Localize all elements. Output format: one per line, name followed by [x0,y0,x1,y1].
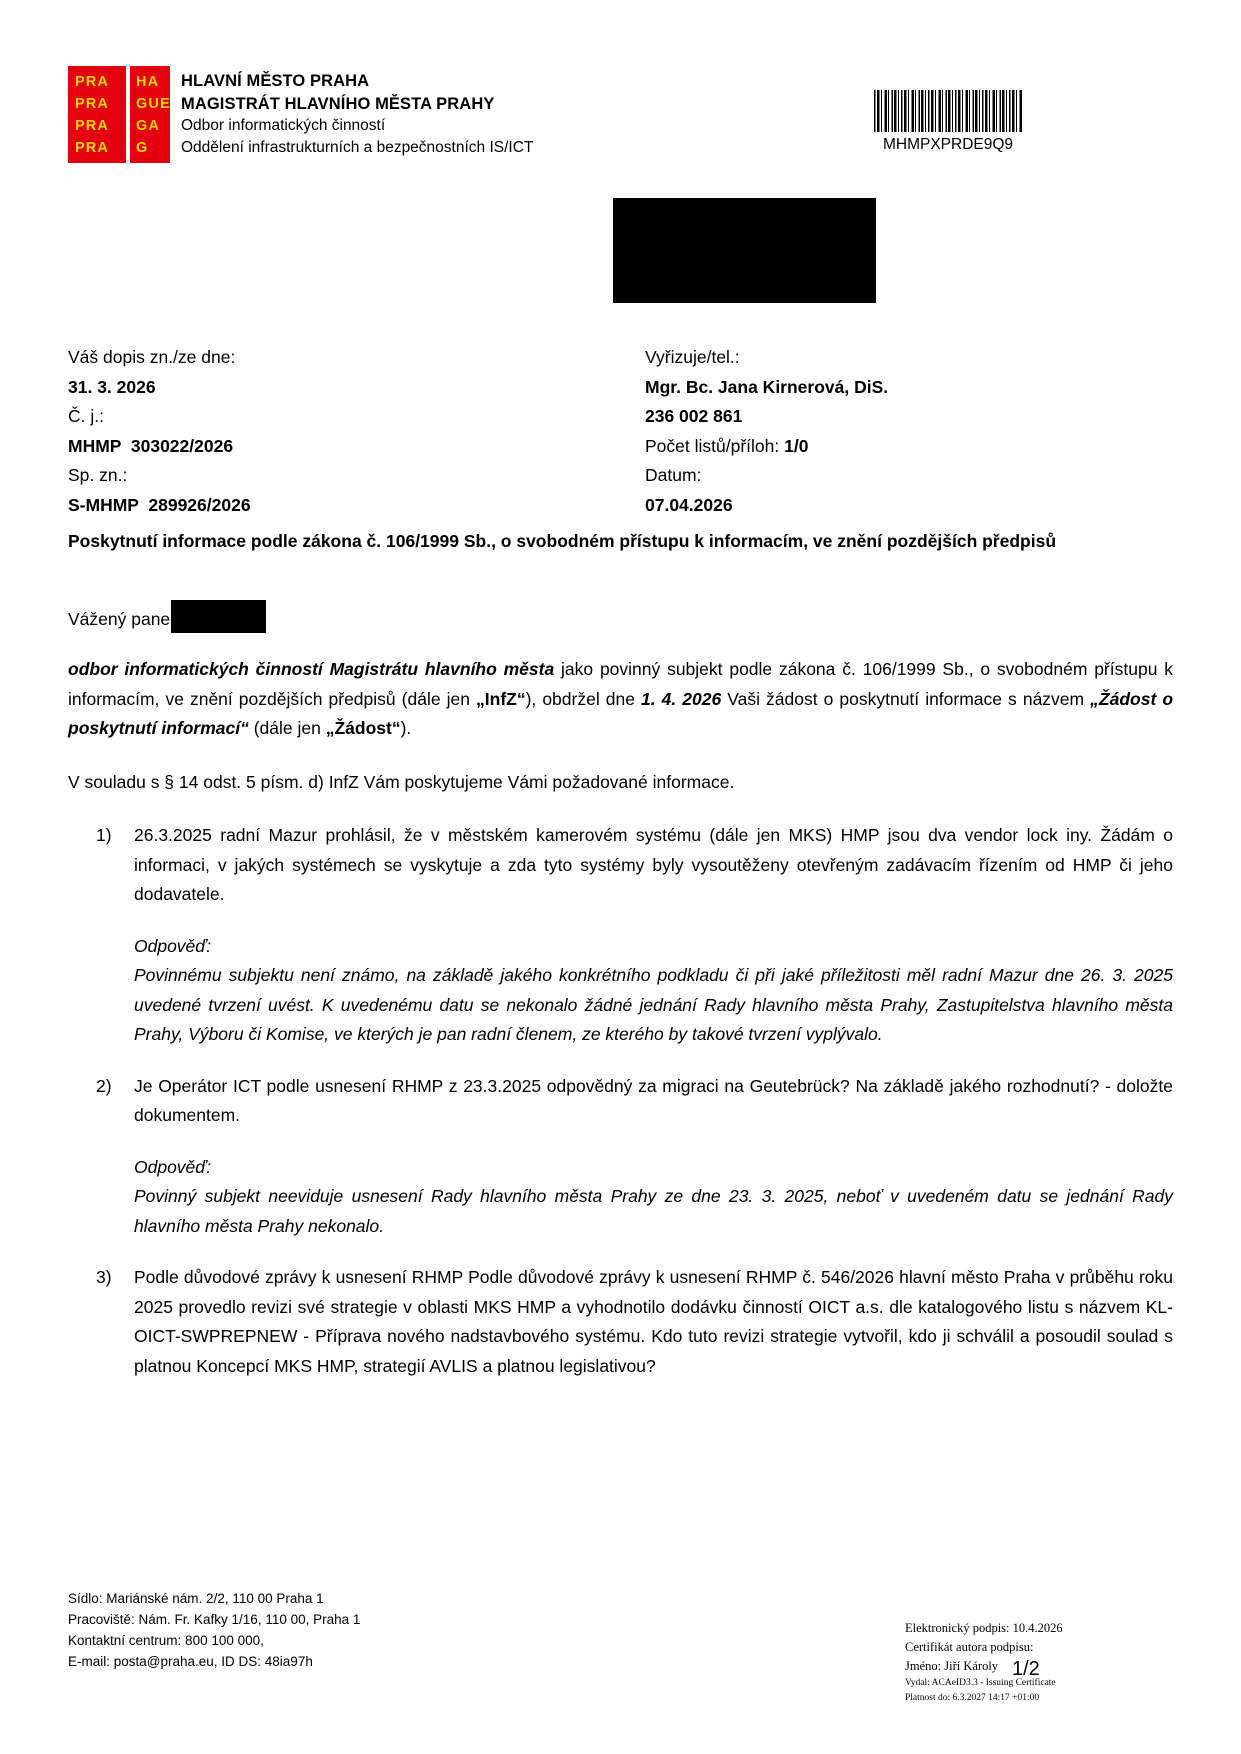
question-text-2: Je Operátor ICT podle usnesení RHMP z 23.3.2025 odpovědný za migraci na Geutebrück? Na základě jakého rozhodnutí? - doložte dokumentem. [134,1075,1173,1125]
document-footer [68,1588,360,1672]
footer-email-databox: E-mail: posta@praha.eu, ID DS: 48ia97h [68,1654,313,1669]
file-number-value: MHMP 303022/2026 [68,435,234,456]
document-body [68,655,1173,1403]
question-answer-list [68,821,1173,1381]
your-ref-value: 31. 3. 2026 [68,376,156,397]
intro-request-title: „Žádost o poskytnutí informací“ [68,688,1174,738]
signature-certificate-label: Certifikát autora podpisu: [905,1640,1034,1654]
intro-text-1: jako povinný subjekt podle zákona č. 106/1999 Sb., o svobodném přístupu k informacím, ve znění pozdějších předpisů (dále jen [68,659,1173,709]
signature-validity: Platnost do: 6.3.2027 14:17 +01:00 [905,1693,1040,1703]
page-number: 1/2 [1012,1658,1040,1680]
document-subject: Poskytnutí informace podle zákona č. 106/1999 Sb., o svobodném přístupu k informacím, ve znění pozdějších předpisů [68,531,1057,551]
salutation-line [68,600,266,633]
org-authority-name: MAGISTRÁT HLAVNÍHO MĚSTA PRAHY [181,94,495,113]
intro-received-date: 1. 4. 2026 [641,688,722,709]
org-city-name: HLAVNÍ MĚSTO PRAHA [181,72,370,90]
signature-name: Jméno: Jiří Károly [905,1659,999,1673]
logo-text-gue: GUE [136,96,171,112]
organization-block [181,70,533,159]
question-text-1: 26.3.2025 radní Mazur prohlásil, že v městském kamerovém systému (dále jen MKS) HMP jsou dva vendor lock iny. Žádám o informaci, v jakých systémech se vyskytuje a zda tyto systémy byly vysoutěženy otevřeným zadávacím řízením od HMP či jeho dodavatele. [134,825,1173,904]
sheets-value: 1/0 [784,435,809,456]
intro-text-5: ). [400,718,412,738]
org-department: Odbor informatických činností [181,117,386,134]
praha-logo [68,66,170,163]
handler-name: Mgr. Bc. Jana Kirnerová, DiS. [645,376,889,397]
intro-text-4: (dále jen [248,718,326,738]
list-item-2 [134,1072,1173,1242]
answer-text-2: Povinný subjekt neeviduje usnesení Rady hlavního města Prahy ze dne 23. 3. 2025, neboť v uvedeném datu se jednání Rady hlavního města Prahy nekonalo. [134,1186,1173,1236]
handler-phone: 236 002 861 [645,406,743,426]
your-ref-label: Váš dopis zn./ze dne: [68,347,236,367]
intro-paragraph [68,655,1173,744]
answer-block-1 [134,932,1173,1050]
salutation-text: Vážený pane [68,609,171,629]
answer-label-2: Odpověď: [134,1156,212,1177]
intro-text-3: Vaši žádost o poskytnutí informace s názvem [721,688,1091,709]
barcode-label: MHMPXPRDE9Q9 [882,136,1014,153]
org-subdepartment: Oddělení infrastrukturních a bezpečnostních IS/ICT [181,139,534,156]
logo-text-pra-1: PRA [75,74,109,90]
sp-zn-label: Sp. zn.: [68,465,128,485]
redacted-addressee-block [613,198,876,303]
answer-text-1: Povinnému subjektu není známo, na základě jakého konkrétního podkladu či při jaké příležitosti měl radní Mazur dne 26. 3. 2025 uvedené tvrzení uvést. K uvedenému datu se nekonalo žádné jednání Rady hlavního města Prahy, Zastupitelstva hlavního města Prahy, Výboru či Komise, ve kterých je pan radní členem, ze kterého by takové tvrzení vyplývalo. [134,965,1173,1044]
logo-text-ga: GA [136,118,160,134]
answer-block-2 [134,1153,1173,1242]
reference-column-right [645,343,1165,520]
logo-text-pra-2: PRA [75,96,109,112]
compliance-paragraph: V souladu s § 14 odst. 5 písm. d) InfZ Vám poskytujeme Vámi požadované informace. [68,771,735,792]
document-barcode-block [874,90,1022,155]
handler-label: Vyřizuje/tel.: [645,347,740,367]
intro-department-emphasis: odbor informatických činností Magistrátu hlavního města [68,659,555,679]
electronic-signature-block [905,1619,1175,1706]
sheets-label: Počet listů/příloh: [645,435,785,456]
date-value: 07.04.2026 [645,494,733,515]
date-label: Datum: [645,465,702,485]
logo-column-left [68,66,126,163]
reference-block [68,343,1173,520]
logo-text-g: G [136,140,149,156]
reference-column-left [68,343,645,520]
file-number-label: Č. j.: [68,406,104,426]
list-item-3 [134,1263,1173,1381]
signature-issuer: Vydal: ACAeID3.3 - Issuing Certificate [905,1678,1056,1688]
footer-office-address: Pracoviště: Nám. Fr. Kafky 1/16, 110 00, Praha 1 [68,1612,361,1627]
footer-seat-address: Sídlo: Mariánské nám. 2/2, 110 00 Praha 1 [68,1591,324,1606]
barcode-image [874,90,1022,132]
logo-text-pra-4: PRA [75,140,109,156]
intro-zadost-abbrev: „Žádost“ [325,718,401,738]
sp-zn-value: S-MHMP 289926/2026 [68,494,251,515]
list-item-1 [134,821,1173,1050]
logo-text-ha: HA [136,74,160,90]
sheets-count-row [645,432,1165,462]
logo-text-pra-3: PRA [75,118,109,134]
intro-text-2: ), obdržel dne [525,688,641,709]
question-text-3: Podle důvodové zprávy k usnesení RHMP Podle důvodové zprávy k usnesení RHMP č. 546/2026 hlavní město Praha v průběhu roku 2025 provedlo revizi své strategie v oblasti MKS HMP a vyhodnotilo dodávku činností OICT a.s. dle katalogového listu s názvem KL-OICT-SWPREPNEW - Příprava nového nadstavbového systému. Kdo tuto revizi strategie vytvořil, kdo ji schválil a posoudil soulad s platnou Koncepcí MKS HMP, strategií AVLIS a platnou legislativou? [134,1267,1173,1376]
intro-infz-abbrev: „InfZ“ [476,688,526,709]
signature-date: Elektronický podpis: 10.4.2026 [905,1621,1063,1635]
answer-label-1: Odpověď: [134,935,212,956]
logo-column-right [130,66,170,163]
redacted-name-inline [171,600,266,633]
footer-contact-center: Kontaktní centrum: 800 100 000, [68,1633,264,1648]
